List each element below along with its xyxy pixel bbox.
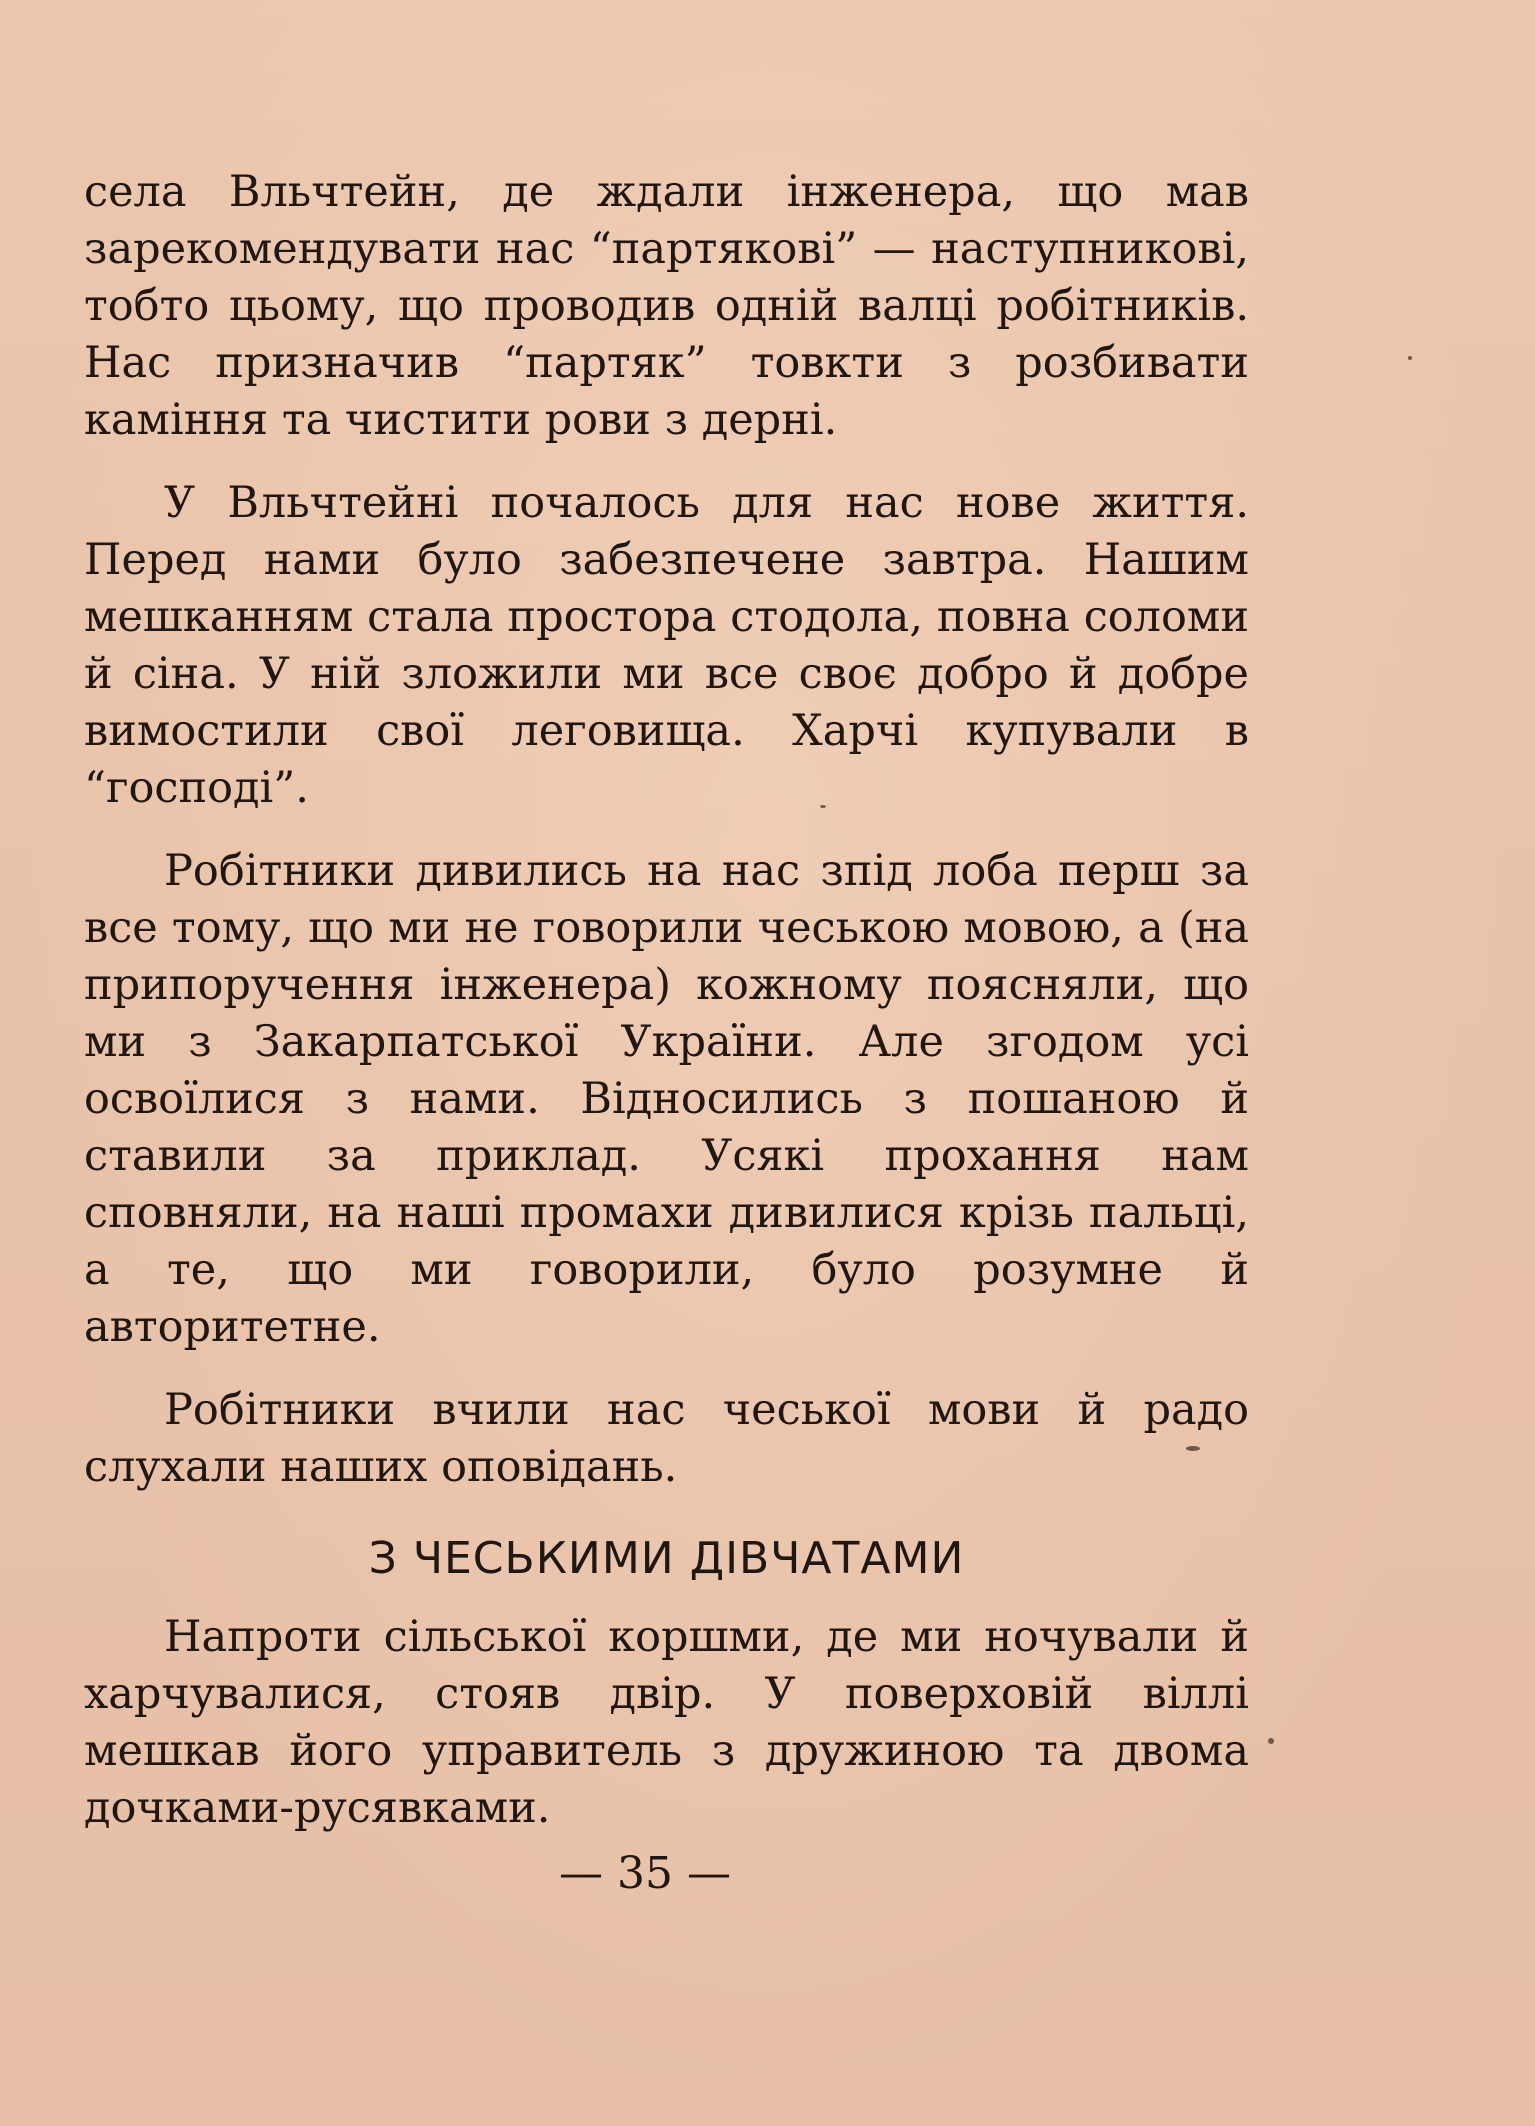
- section-paragraph: Напроти сільської коршми, де ми ночували й харчувалися, стояв двір. У поверховій віллі мешкав його управитель з дружиною та двома дочками-русявками.: [84, 1612, 1249, 1833]
- paper-speck: [1186, 1446, 1200, 1451]
- paragraph-4: Робітники вчили нас чеської мови й радо слухали наших оповідань.: [84, 1385, 1249, 1492]
- page-number: — 35 —: [559, 1848, 731, 1899]
- section-heading: З ЧЕСЬКИМИ ДІВЧАТАМИ: [368, 1533, 965, 1584]
- paragraph-2: У Вльчтейні почалось для нас нове життя. Перед нами було забезпечене завтра. Нашим мешканням стала простора стодола, повна соломи й сіна. У ній зложили ми все своє добро й добре вимостили свої леговища. Харчі купували в “господі”.: [84, 478, 1249, 813]
- paragraph-3: Робітники дивились на нас зпід лоба перш за все тому, що ми не говорили чеською мовою, а (на припоручення інженера) кожному поясняли, що ми з Закарпатської України. Але згодом усі освоїлися з нами. Відносились з пошаною й ставили за приклад. Усякі прохання нам сповняли, на наші промахи дивилися крізь пальці, а те, що ми говорили, було розумне й авторитетне.: [84, 846, 1249, 1352]
- paper-speck: [1408, 356, 1412, 360]
- paper-speck: [820, 805, 826, 808]
- paper-speck: [1268, 1738, 1274, 1744]
- page-body: [84, 164, 1249, 1837]
- paragraph-1: села Вльчтейн, де ждали інженера, що мав зарекомендувати нас “партякові” — наступникові, тобто цьому, що проводив одній валці робітників. Нас призначив “партяк” товкти з розбивати каміння та чистити рови з дерні.: [84, 167, 1249, 445]
